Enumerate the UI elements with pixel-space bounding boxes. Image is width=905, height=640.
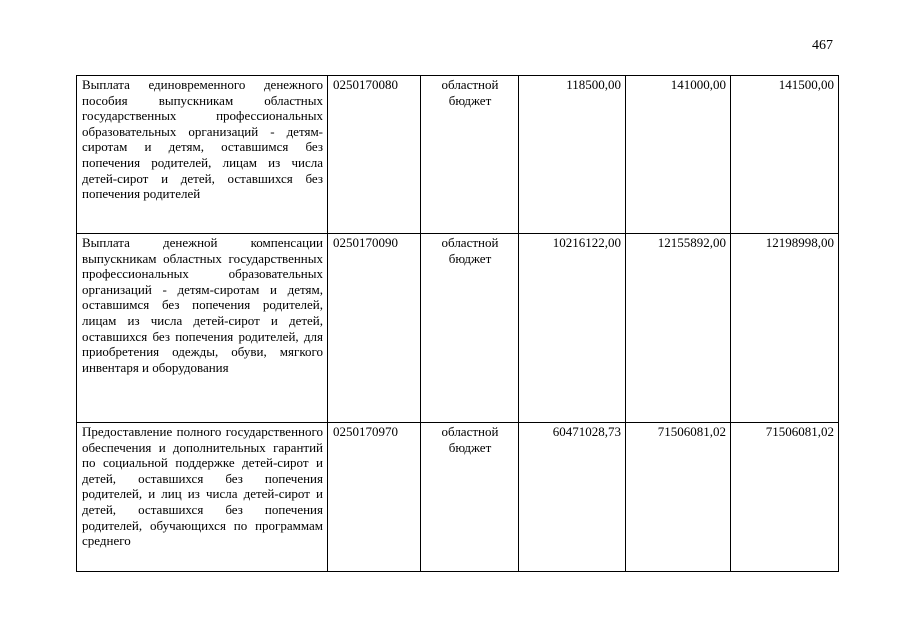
table-row: [77, 76, 839, 234]
table-row: [77, 423, 839, 572]
row-value-2: 12155892,00: [626, 234, 731, 423]
row-value-1: 118500,00: [519, 76, 626, 234]
row-code: 0250170970: [328, 423, 421, 572]
row-value-1: 10216122,00: [519, 234, 626, 423]
row-value-3: 141500,00: [731, 76, 839, 234]
row-value-3: 71506081,02: [731, 423, 839, 572]
row-value-2: 71506081,02: [626, 423, 731, 572]
row-code: 0250170080: [328, 76, 421, 234]
budget-table: [76, 75, 839, 572]
row-code: 0250170090: [328, 234, 421, 423]
row-value-1: 60471028,73: [519, 423, 626, 572]
row-funding-source: областной бюджет: [421, 76, 519, 234]
row-funding-source: областной бюджет: [421, 423, 519, 572]
row-funding-source: областной бюджет: [421, 234, 519, 423]
row-description: Выплата денежной компенсации выпускникам областных государственных профессиональных образовательных организаций - детям-сиротам и детям, оставшимся без попечения родителей, лицам из числа детей-сирот и детей, оставшихся без попечения родителей, для приобретения одежды, обуви, мягкого инвентаря и оборудования: [77, 234, 328, 423]
row-value-2: 141000,00: [626, 76, 731, 234]
row-description: Выплата единовременного денежного пособия выпускникам областных государственных профессиональных образовательных организаций - детям-сиротам и детям, оставшимся без попечения родителей, лицам из числа детей-сирот и детей, оставшихся без попечения родителей: [77, 76, 328, 234]
row-description: Предоставление полного государственного обеспечения и дополнительных гарантий по социальной поддержке детей-сирот и детей, оставшихся без попечения родителей, и лиц из числа детей-сирот и детей, оставшихся без попечения родителей, обучающихся по программам среднего: [77, 423, 328, 572]
row-value-3: 12198998,00: [731, 234, 839, 423]
page-number: 467: [812, 38, 833, 53]
table-row: [77, 234, 839, 423]
